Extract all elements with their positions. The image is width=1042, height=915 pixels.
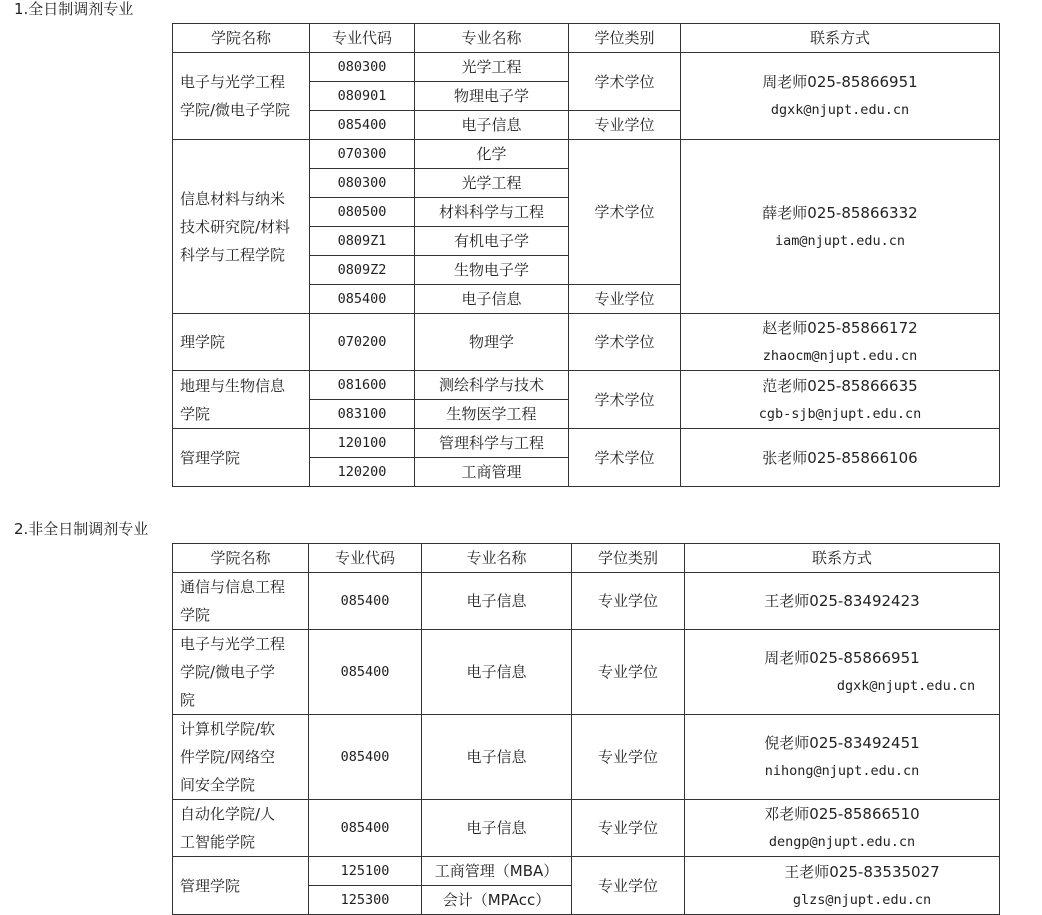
section2-heading: 2.非全日制调剂专业 <box>14 520 149 538</box>
major-name: 化学 <box>415 140 569 169</box>
school-name-line: 管理学院 <box>180 876 241 895</box>
major-name: 物理电子学 <box>415 82 569 111</box>
school-name-line: 学院 <box>180 404 211 423</box>
school-name-line: 信息材料与纳米 <box>180 189 286 208</box>
major-name: 工商管理 <box>415 458 569 487</box>
contact-email[interactable]: dengp@njupt.edu.cn <box>768 834 916 850</box>
contact-cell <box>685 715 1000 800</box>
contact-cell <box>681 371 1000 429</box>
table-row <box>173 857 1000 886</box>
degree-type: 学术学位 <box>569 140 681 285</box>
table-row <box>173 630 1000 715</box>
degree-type: 专业学位 <box>572 573 685 630</box>
major-name: 管理科学与工程 <box>415 429 569 458</box>
contact-email[interactable]: zhaocm@njupt.edu.cn <box>762 348 918 364</box>
column-header: 学位类别 <box>572 544 685 573</box>
major-name: 电子信息 <box>422 630 572 715</box>
major-code: 070300 <box>310 140 415 169</box>
school-cell <box>173 715 309 800</box>
school-name-line: 科学与工程学院 <box>180 245 286 264</box>
contact-email[interactable]: glzs@njupt.edu.cn <box>792 891 932 908</box>
major-code: 085400 <box>309 715 422 800</box>
major-code: 0809Z1 <box>310 227 415 256</box>
column-header: 专业名称 <box>422 544 572 573</box>
school-name-line: 工智能学院 <box>180 833 256 851</box>
school-cell <box>173 429 310 487</box>
major-code: 120200 <box>310 458 415 487</box>
contact-email[interactable]: cgb-sjb@njupt.edu.cn <box>758 405 922 422</box>
table-row <box>173 53 1000 82</box>
table-row <box>173 715 1000 800</box>
fulltime-table <box>172 23 1000 487</box>
degree-type: 专业学位 <box>572 715 685 800</box>
school-cell <box>173 630 309 715</box>
major-code: 085400 <box>309 800 422 857</box>
major-code: 080300 <box>310 53 415 82</box>
contact-cell <box>685 573 1000 630</box>
section1-heading: 1.全日制调剂专业 <box>14 0 134 18</box>
major-code: 080901 <box>310 82 415 111</box>
major-code: 0809Z2 <box>310 256 415 285</box>
major-code: 125100 <box>309 857 422 886</box>
major-code: 085400 <box>310 111 415 140</box>
degree-type: 学术学位 <box>569 429 681 487</box>
school-name-line: 自动化学院/人 <box>180 805 276 823</box>
major-name: 光学工程 <box>415 53 569 82</box>
contact-phone: 倪老师025-83492451 <box>764 734 920 752</box>
major-code: 125300 <box>309 886 422 915</box>
column-header: 专业代码 <box>310 24 415 53</box>
school-name-line: 地理与生物信息 <box>180 376 286 395</box>
school-name-line: 电子与光学工程 <box>180 73 286 91</box>
school-name-line: 计算机学院/软 <box>180 720 276 738</box>
table-row <box>173 573 1000 630</box>
school-name-line: 件学院/网络空 <box>180 748 276 766</box>
school-name-line: 技术研究院/材料 <box>180 217 291 236</box>
major-name: 会计（MPAcc） <box>422 886 572 915</box>
contact-cell <box>685 857 1000 915</box>
school-cell <box>173 314 310 371</box>
school-cell <box>173 53 310 140</box>
degree-type: 学术学位 <box>569 371 681 429</box>
contact-email[interactable]: dgxk@njupt.edu.cn <box>836 678 976 694</box>
major-name: 测绘科学与技术 <box>415 371 569 400</box>
column-header: 专业代码 <box>309 544 422 573</box>
contact-phone: 邓老师025-85866510 <box>764 805 920 823</box>
school-name-line: 理学院 <box>180 333 226 351</box>
contact-email[interactable]: dgxk@njupt.edu.cn <box>770 102 910 118</box>
column-header: 联系方式 <box>685 544 1000 573</box>
table-row <box>173 371 1000 400</box>
major-code: 120100 <box>310 429 415 458</box>
contact-cell <box>681 140 1000 314</box>
degree-type: 专业学位 <box>569 285 681 314</box>
degree-type: 专业学位 <box>572 857 685 915</box>
table-row <box>173 800 1000 857</box>
school-name-line: 通信与信息工程 <box>180 578 286 596</box>
school-name-line: 管理学院 <box>180 448 241 467</box>
parttime-table <box>172 543 1000 915</box>
major-name: 光学工程 <box>415 169 569 198</box>
degree-type: 学术学位 <box>569 53 681 111</box>
major-code: 080500 <box>310 198 415 227</box>
major-name: 物理学 <box>415 314 569 371</box>
contact-phone: 王老师025-83492423 <box>764 592 920 610</box>
contact-phone: 范老师025-85866635 <box>762 376 918 395</box>
contact-cell <box>681 53 1000 140</box>
major-code: 083100 <box>310 400 415 429</box>
column-header: 学院名称 <box>173 544 309 573</box>
school-cell <box>173 371 310 429</box>
major-code: 080300 <box>310 169 415 198</box>
major-name: 电子信息 <box>422 573 572 630</box>
major-name: 电子信息 <box>415 285 569 314</box>
contact-phone: 张老师025-85866106 <box>762 448 918 467</box>
major-code: 081600 <box>310 371 415 400</box>
major-name: 电子信息 <box>422 800 572 857</box>
degree-type: 专业学位 <box>569 111 681 140</box>
school-name-line: 学院 <box>180 606 211 624</box>
table-row <box>173 429 1000 458</box>
contact-cell <box>681 314 1000 371</box>
table-row <box>173 140 1000 169</box>
major-code: 085400 <box>309 630 422 715</box>
contact-cell <box>681 429 1000 487</box>
major-code: 085400 <box>309 573 422 630</box>
school-cell <box>173 140 310 314</box>
header-row <box>173 24 1000 53</box>
major-name: 生物电子学 <box>415 256 569 285</box>
contact-phone: 周老师025-85866951 <box>764 649 920 667</box>
column-header: 联系方式 <box>681 24 1000 53</box>
major-name: 工商管理（MBA） <box>422 857 572 886</box>
school-name-line: 间安全学院 <box>180 776 256 794</box>
school-name-line: 学院/微电子学 <box>180 663 276 681</box>
column-header: 学位类别 <box>569 24 681 53</box>
major-name: 电子信息 <box>415 111 569 140</box>
major-name: 生物医学工程 <box>415 400 569 429</box>
contact-phone: 王老师025-83535027 <box>784 862 940 881</box>
school-cell <box>173 800 309 857</box>
major-name: 电子信息 <box>422 715 572 800</box>
school-cell <box>173 573 309 630</box>
contact-phone: 薛老师025-85866332 <box>762 203 918 222</box>
contact-email[interactable]: iam@njupt.edu.cn <box>774 232 906 249</box>
column-header: 专业名称 <box>415 24 569 53</box>
contact-cell <box>685 630 1000 715</box>
degree-type: 专业学位 <box>572 800 685 857</box>
school-name-line: 学院/微电子学院 <box>180 101 291 119</box>
major-name: 有机电子学 <box>415 227 569 256</box>
major-code: 085400 <box>310 285 415 314</box>
contact-phone: 赵老师025-85866172 <box>762 319 918 337</box>
contact-phone: 周老师025-85866951 <box>762 73 918 91</box>
major-name: 材料科学与工程 <box>415 198 569 227</box>
major-code: 070200 <box>310 314 415 371</box>
table-row <box>173 314 1000 371</box>
school-cell <box>173 857 309 915</box>
column-header: 学院名称 <box>173 24 310 53</box>
contact-cell <box>685 800 1000 857</box>
contact-email[interactable]: nihong@njupt.edu.cn <box>764 763 920 779</box>
school-name-line: 院 <box>180 691 196 709</box>
header-row <box>173 544 1000 573</box>
school-name-line: 电子与光学工程 <box>180 635 286 653</box>
degree-type: 专业学位 <box>572 630 685 715</box>
degree-type: 学术学位 <box>569 314 681 371</box>
